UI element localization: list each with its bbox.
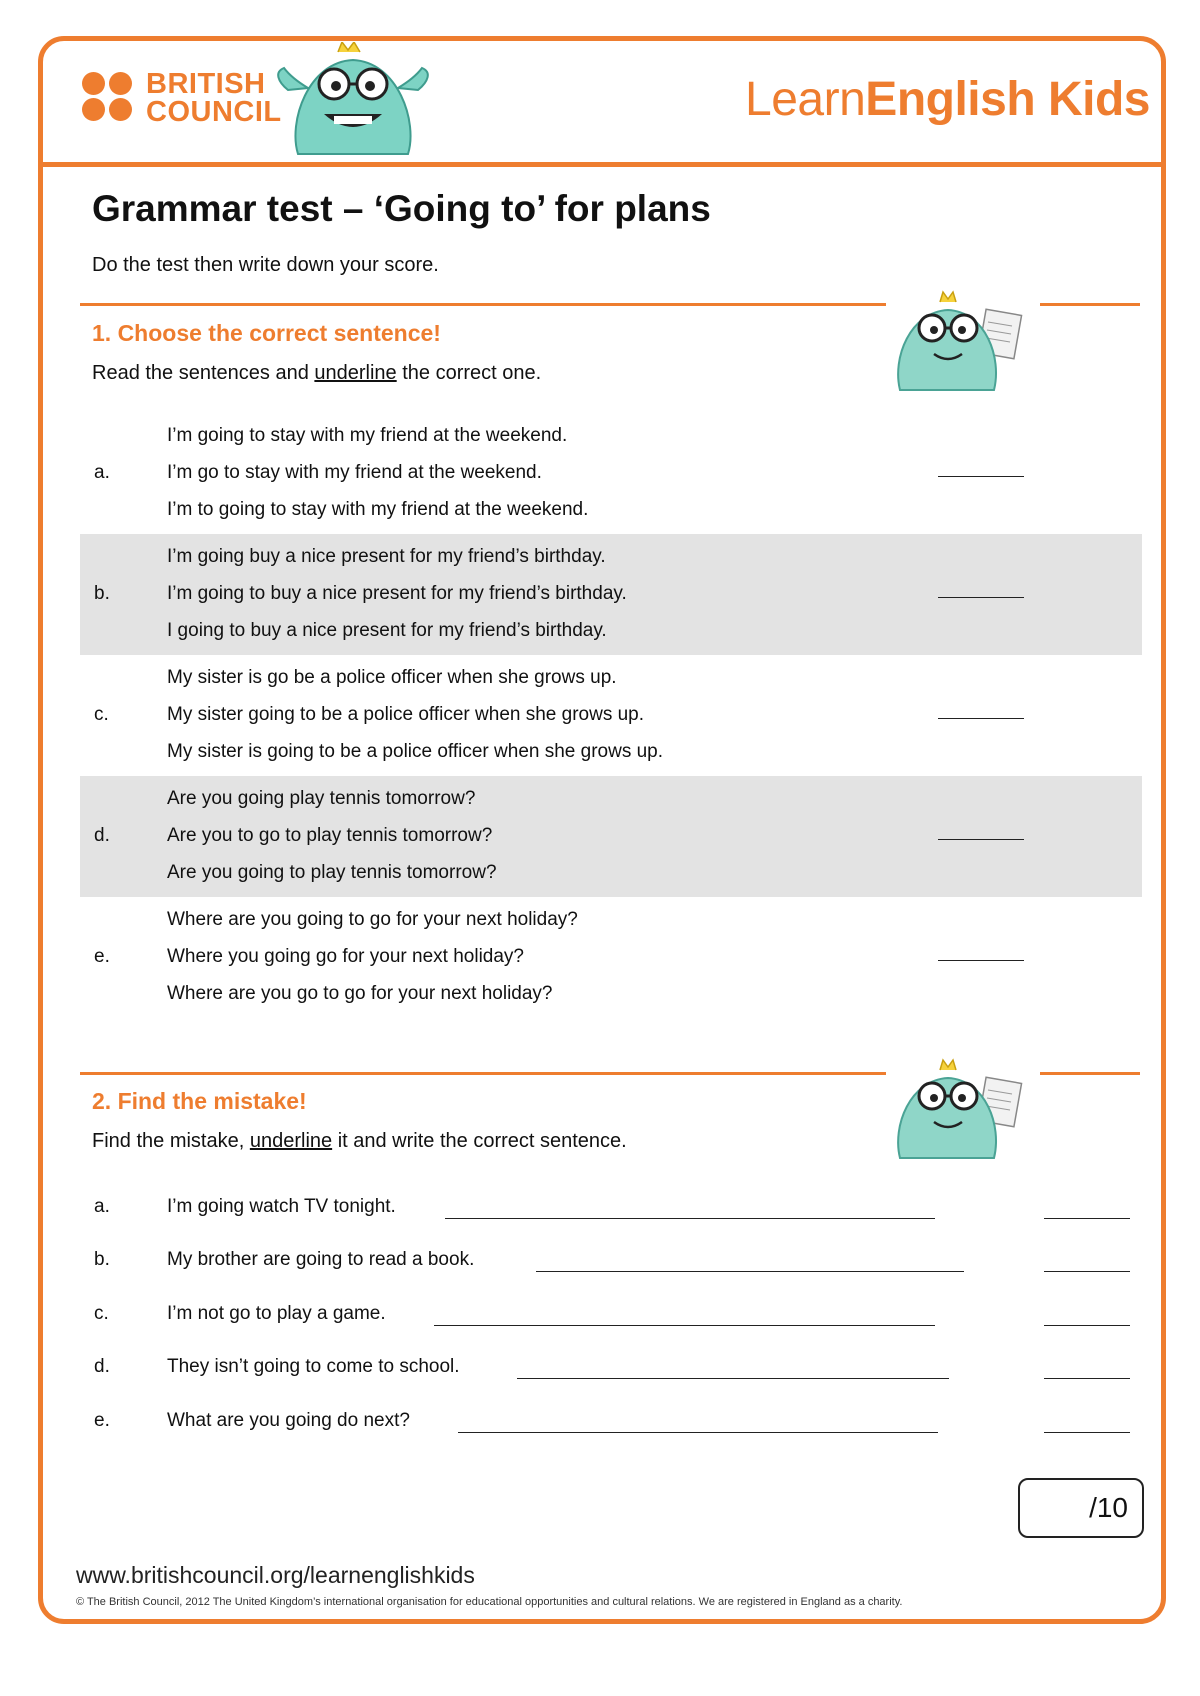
item-letter: b. [94, 1249, 110, 1270]
mascot-header-illustration [268, 42, 438, 162]
item-sentence: I’m not go to play a game. [167, 1303, 386, 1324]
question-letter: e. [94, 946, 110, 967]
mascot-reading-icon [890, 1056, 1030, 1172]
question-letter: d. [94, 825, 110, 846]
correction-line[interactable] [517, 1378, 949, 1379]
mistake-item-a [80, 1196, 1142, 1226]
page-title: Grammar test – ‘Going to’ for plans [92, 188, 711, 229]
question-a [80, 413, 1142, 534]
british-council-logo-dots [82, 72, 138, 122]
section2-instruction: Find the mistake, underline it and write the correct sentence. [92, 1130, 627, 1152]
section1-rule-left [80, 303, 886, 306]
mistake-item-c [80, 1303, 1142, 1333]
question-letter: b. [94, 583, 110, 604]
mistake-item-d [80, 1356, 1142, 1386]
header-divider [38, 162, 1166, 167]
correction-line[interactable] [434, 1325, 935, 1326]
learnenglish-kids-logo: LearnEnglish Kids [745, 73, 1150, 126]
option-2[interactable]: Are you to go to play tennis tomorrow? [167, 825, 493, 846]
item-letter: e. [94, 1410, 110, 1431]
british-council-logo-text: BRITISH COUNCIL [146, 68, 282, 128]
mistake-item-e [80, 1410, 1142, 1440]
answer-blank[interactable] [938, 839, 1024, 840]
score-blank[interactable] [1044, 1218, 1130, 1219]
option-3[interactable]: I going to buy a nice present for my friend’s birthday. [167, 620, 607, 641]
answer-blank[interactable] [938, 960, 1024, 961]
score-blank[interactable] [1044, 1378, 1130, 1379]
score-blank[interactable] [1044, 1325, 1130, 1326]
footer-url[interactable]: www.britishcouncil.org/learnenglishkids [76, 1562, 475, 1588]
score-blank[interactable] [1044, 1271, 1130, 1272]
section1-instruction: Read the sentences and underline the correct one. [92, 362, 542, 384]
item-letter: d. [94, 1356, 110, 1377]
question-e [80, 897, 1142, 1018]
option-1[interactable]: I’m going buy a nice present for my friend’s birthday. [167, 546, 606, 567]
option-2[interactable]: I’m go to stay with my friend at the weekend. [167, 462, 542, 483]
option-1[interactable]: My sister is go be a police officer when she grows up. [167, 667, 617, 688]
option-3[interactable]: I’m to going to stay with my friend at the weekend. [167, 499, 589, 520]
mascot-reading-icon [890, 288, 1030, 404]
correction-line[interactable] [536, 1271, 964, 1272]
mistake-item-b [80, 1249, 1142, 1279]
option-3[interactable]: Where are you go to go for your next holiday? [167, 983, 553, 1004]
question-d [80, 776, 1142, 897]
option-1[interactable]: Are you going play tennis tomorrow? [167, 788, 476, 809]
item-sentence: My brother are going to read a book. [167, 1249, 475, 1270]
option-1[interactable]: I’m going to stay with my friend at the weekend. [167, 425, 568, 446]
footer-copyright: © The British Council, 2012 The United Kingdom’s international organisation for educational opportunities and cultural relations. We are registered in England as a charity. [76, 1596, 903, 1608]
answer-blank[interactable] [938, 718, 1024, 719]
item-letter: a. [94, 1196, 110, 1217]
section2-rule-left [80, 1072, 886, 1075]
question-letter: a. [94, 462, 110, 483]
option-3[interactable]: Are you going to play tennis tomorrow? [167, 862, 497, 883]
score-blank[interactable] [1044, 1432, 1130, 1433]
section2-rule-right [1040, 1072, 1140, 1075]
option-2[interactable]: My sister going to be a police officer when she grows up. [167, 704, 645, 725]
item-sentence: I’m going watch TV tonight. [167, 1196, 396, 1217]
item-sentence: They isn’t going to come to school. [167, 1356, 460, 1377]
total-score-box[interactable]: /10 [1018, 1478, 1144, 1538]
section1-title: 1. Choose the correct sentence! [92, 320, 441, 346]
item-sentence: What are you going do next? [167, 1410, 410, 1431]
option-2[interactable]: I’m going to buy a nice present for my friend’s birthday. [167, 583, 627, 604]
answer-blank[interactable] [938, 476, 1024, 477]
section1-rule-right [1040, 303, 1140, 306]
item-letter: c. [94, 1303, 109, 1324]
correction-line[interactable] [458, 1432, 938, 1433]
option-3[interactable]: My sister is going to be a police officer when she grows up. [167, 741, 664, 762]
intro-text: Do the test then write down your score. [92, 254, 439, 276]
question-c [80, 655, 1142, 776]
question-letter: c. [94, 704, 109, 725]
answer-blank[interactable] [938, 597, 1024, 598]
section2-title: 2. Find the mistake! [92, 1088, 307, 1114]
option-2[interactable]: Where you going go for your next holiday? [167, 946, 524, 967]
correction-line[interactable] [445, 1218, 935, 1219]
question-b [80, 534, 1142, 655]
option-1[interactable]: Where are you going to go for your next holiday? [167, 909, 578, 930]
